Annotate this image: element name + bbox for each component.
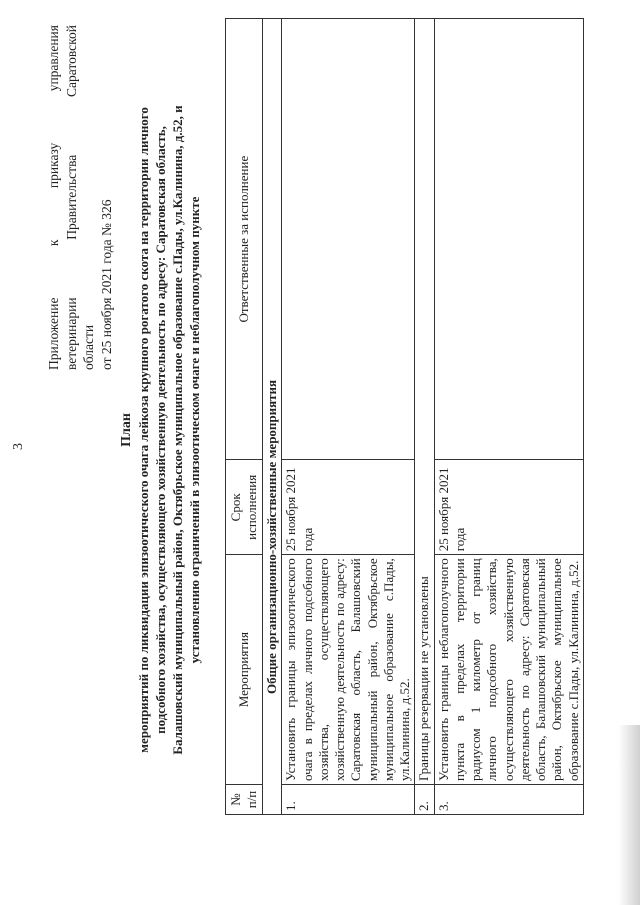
appendix-line-4: от 25 ноября 2021 года № 326: [98, 199, 114, 370]
appendix-note: [45, 25, 115, 370]
appendix-line-3: области: [81, 324, 97, 370]
plan-title-line-2: подсобного хозяйства, осуществляющего хозяйственную деятельность по адресу: Саратовская область,: [153, 126, 169, 734]
plan-title-line-3: Балашовский муниципальный район, Октябрьское муниципальное образование с.Пады, ул.Калинина, д.52, и: [169, 105, 185, 755]
row-measure: Установить границы неблагополучного пункта в пределах территории радиусом 1 километр от границ личного подсобного хозяйства, осуществляющего хозяйственную деятельность по адресу: Саратовская область, Балашовский муниципальный район, Октябрьское муниципальное образование с.Пады, ул.Калинина, д.52.: [434, 555, 583, 785]
row-num: 3.: [434, 785, 583, 815]
plan-heading: План: [119, 413, 134, 447]
row-measure: Границы резервации не установлены: [415, 19, 434, 785]
row-num: 2.: [415, 785, 434, 815]
section-row: [263, 19, 282, 815]
row-deadline: 25 ноября 2021 года: [434, 460, 583, 555]
section-title: Общие организационно-хозяйственные мероприятия: [263, 19, 282, 815]
appendix-line-2: ветеринарии Правительства Саратовской: [63, 25, 79, 370]
row-deadline: 25 ноября 2021 года: [282, 460, 415, 555]
plan-title: [118, 50, 204, 810]
scan-edge-shadow: [618, 725, 640, 905]
header-measures: Мероприятия: [226, 555, 263, 785]
appendix-line-1: Приложение к приказу управления: [46, 25, 61, 370]
plan-title-line-1: мероприятий по ликвидации эпизоотического очага лейкоза крупного рогатого скота на территории личного: [136, 107, 152, 753]
measures-table: [225, 18, 584, 815]
header-responsible: Ответственные за исполнение: [226, 19, 263, 460]
table-row: [282, 19, 415, 815]
plan-title-line-4: установлению ограничений в эпизоотическом очаге и неблагополучном пункте: [186, 196, 202, 664]
table-row: [415, 19, 434, 815]
table-row: [434, 19, 583, 815]
header-num: № п/п: [226, 785, 263, 815]
page-number: 3: [11, 443, 26, 450]
header-deadline: Срок исполнения: [226, 460, 263, 555]
row-measure: Установить границы эпизоотического очага в пределах личного подсобного хозяйства, осуществляющего хозяйственную деятельность по адресу: Саратовская область, Балашовский муниципальный район, Октябрьское муниципальное образование с.Пады, ул.Калинина, д.52.: [282, 555, 415, 785]
table-header-row: [226, 19, 263, 815]
row-num: 1.: [282, 785, 415, 815]
row-responsible: [282, 19, 415, 460]
row-responsible: [434, 19, 583, 460]
